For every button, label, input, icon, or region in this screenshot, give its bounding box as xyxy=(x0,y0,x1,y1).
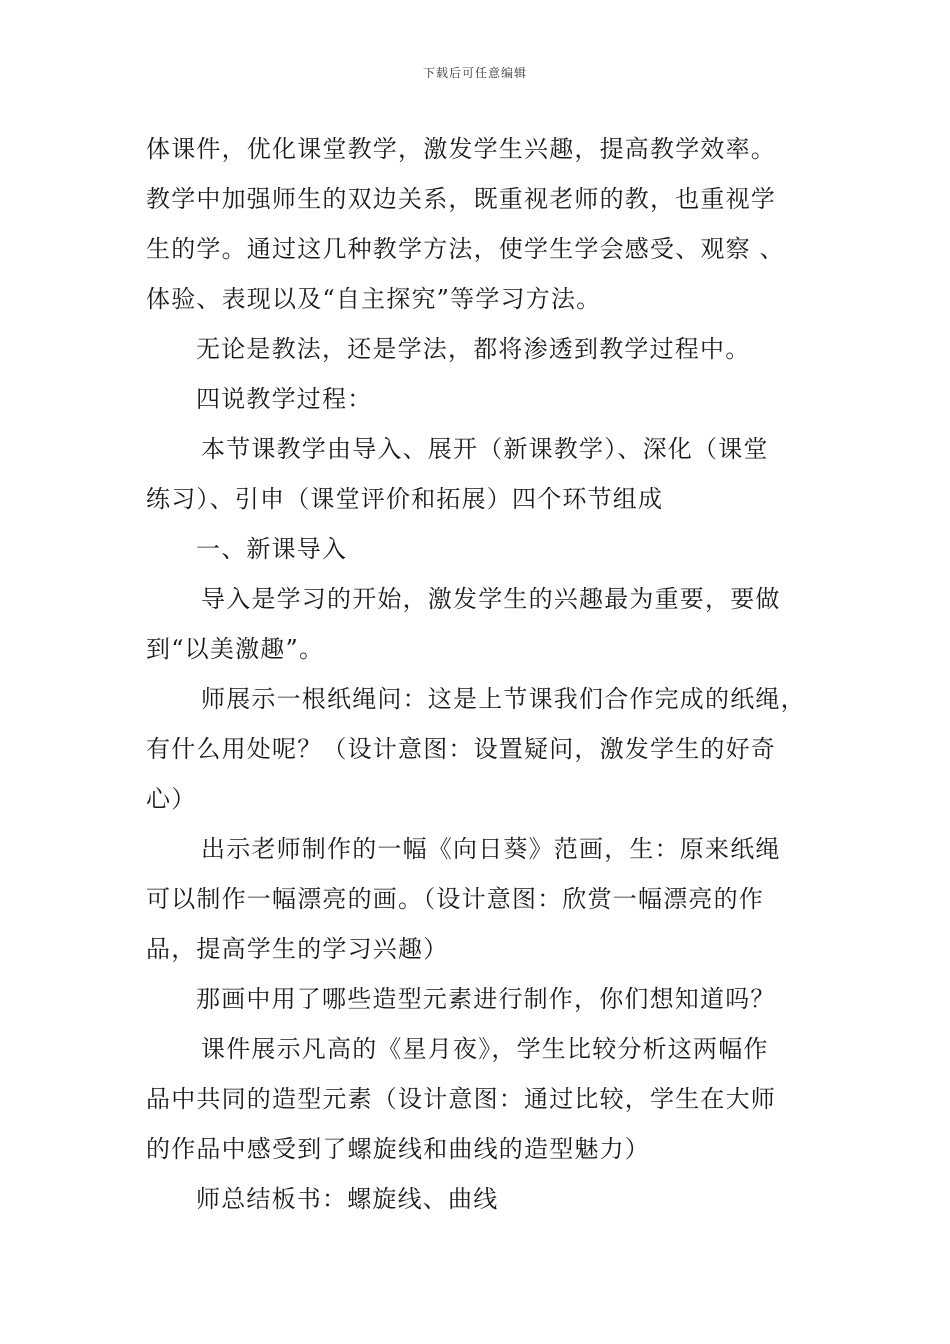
text-line: 有什么用处呢？（设计意图：设置疑问，激发学生的好奇 xyxy=(146,735,776,763)
text-line: 四说教学过程： xyxy=(196,385,373,413)
section-heading: 一、新课导入 xyxy=(196,535,348,563)
text-line: 教学中加强师生的双边关系，既重视老师的教，也重视学 xyxy=(146,185,776,213)
text-line: 师总结板书：螺旋线、曲线 xyxy=(196,1185,499,1213)
text-line: 出示老师制作的一幅《向日葵》范画，生：原来纸绳 xyxy=(201,835,781,863)
text-line: 到“以美激趣”。 xyxy=(146,635,325,663)
text-line: 导入是学习的开始，激发学生的兴趣最为重要，要做 xyxy=(201,585,781,613)
text-line: 课件展示凡高的《星月夜》，学生比较分析这两幅作 xyxy=(201,1035,769,1063)
text-line: 生的学。通过这几种教学方法，使学生学会感受、观察 、 xyxy=(146,235,785,263)
text-line: 师展示一根纸绳问：这是上节课我们合作完成的纸绳， xyxy=(201,685,806,713)
text-line: 练习）、引申（课堂评价和拓展）四个环节组成 xyxy=(146,485,664,513)
text-line: 可以制作一幅漂亮的画。（设计意图：欣赏一幅漂亮的作 xyxy=(146,885,764,913)
text-line: 品，提高学生的学习兴趣） xyxy=(146,935,449,963)
text-line: 的作品中感受到了螺旋线和曲线的造型魅力） xyxy=(146,1135,650,1163)
text-line: 品中共同的造型元素（设计意图：通过比较，学生在大师 xyxy=(146,1085,776,1113)
text-line: 心） xyxy=(146,785,197,813)
text-line: 无论是教法，还是学法，都将渗透到教学过程中。 xyxy=(196,335,751,363)
text-line: 体验、表现以及“自主探究”等学习方法。 xyxy=(146,285,602,313)
text-line: 那画中用了哪些造型元素进行制作，你们想知道吗？ xyxy=(196,985,776,1013)
text-line: 本节课教学由导入、展开（新课教学）、深化（课堂 xyxy=(201,435,769,463)
page-header: 下载后可任意编辑 xyxy=(422,66,527,80)
text-line: 体课件，优化课堂教学，激发学生兴趣，提高教学效率。 xyxy=(146,135,776,163)
